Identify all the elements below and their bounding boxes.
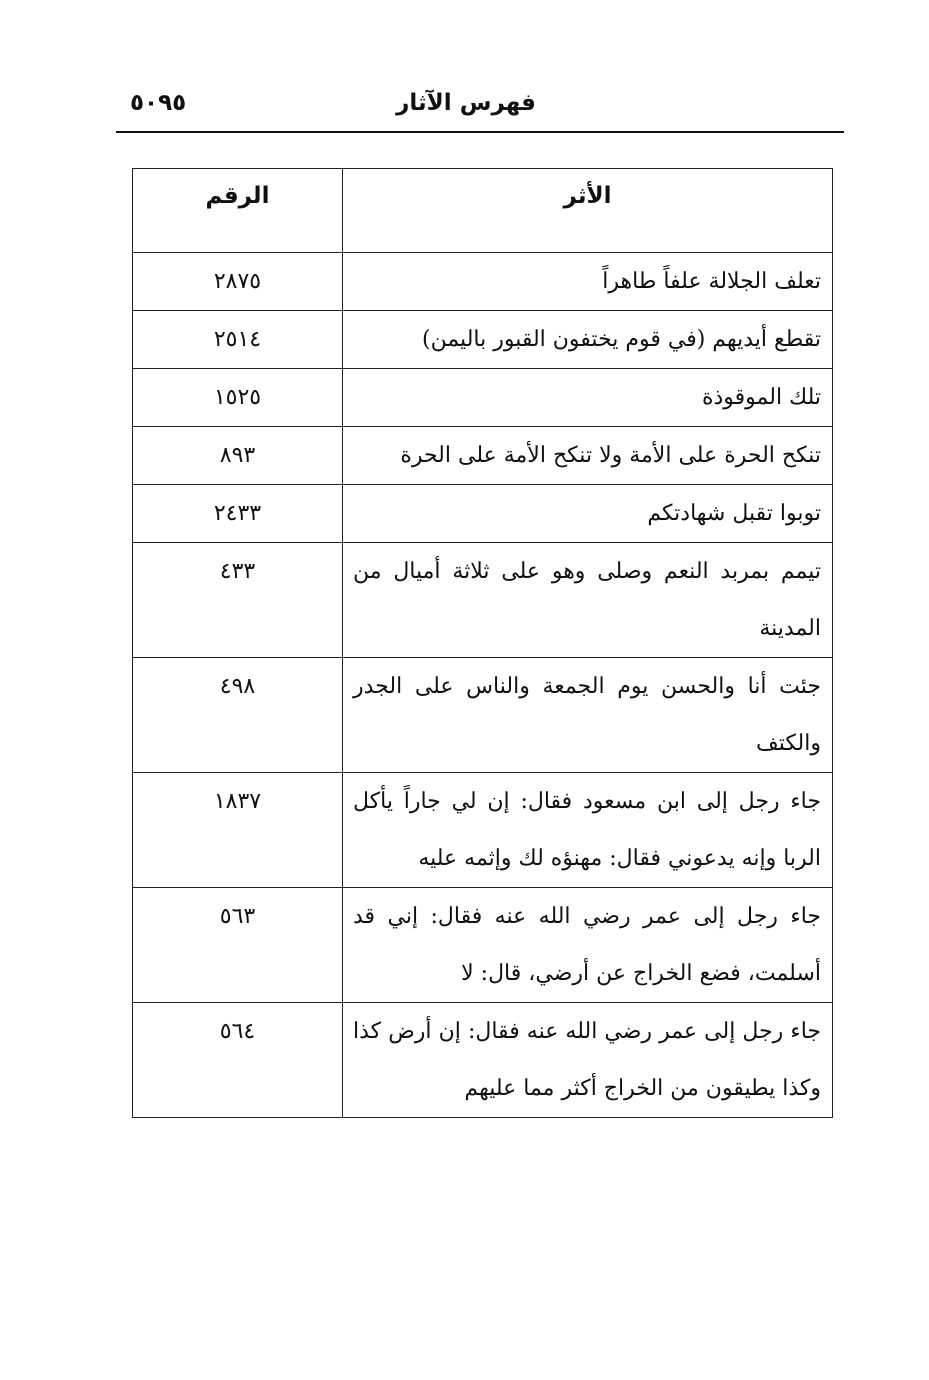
table-row — [133, 311, 833, 369]
athar-number: ١٨٣٧ — [133, 773, 343, 888]
athar-text: تقطع أيديهم (في قوم يختفون القبور باليمن) — [343, 311, 833, 369]
running-head — [130, 88, 844, 132]
table-row — [133, 543, 833, 658]
table-row — [133, 773, 833, 888]
athar-number: ٥٦٣ — [133, 888, 343, 1003]
header-rule — [116, 131, 844, 133]
athar-number: ٢٥١٤ — [133, 311, 343, 369]
table-row — [133, 369, 833, 427]
table-row — [133, 485, 833, 543]
table-row — [133, 888, 833, 1003]
athar-number: ٥٦٤ — [133, 1003, 343, 1118]
table-header-row — [133, 169, 833, 253]
athar-number: ١٥٢٥ — [133, 369, 343, 427]
athar-number: ٢٤٣٣ — [133, 485, 343, 543]
athar-text: تنكح الحرة على الأمة ولا تنكح الأمة على الحرة — [343, 427, 833, 485]
athar-number: ٨٩٣ — [133, 427, 343, 485]
column-header-number: الرقم — [133, 169, 343, 253]
table-row — [133, 658, 833, 773]
athar-text: جئت أنا والحسن يوم الجمعة والناس على الجدر والكتف — [343, 658, 833, 773]
page-number: ٥٠٩٥ — [130, 90, 187, 116]
athar-text: توبوا تقبل شهادتكم — [343, 485, 833, 543]
athar-text: جاء رجل إلى ابن مسعود فقال: إن لي جاراً يأكل الربا وإنه يدعوني فقال: مهنؤه لك وإثمه عليه — [343, 773, 833, 888]
table-row — [133, 427, 833, 485]
athar-text: تلك الموقوذة — [343, 369, 833, 427]
table-row — [133, 253, 833, 311]
athar-text: جاء رجل إلى عمر رضي الله عنه فقال: إن أرض كذا وكذا يطيقون من الخراج أكثر مما عليهم — [343, 1003, 833, 1118]
athar-number: ٤٩٨ — [133, 658, 343, 773]
athar-text: تعلف الجلالة علفاً طاهراً — [343, 253, 833, 311]
athar-number: ٢٨٧٥ — [133, 253, 343, 311]
athar-text: تيمم بمربد النعم وصلى وهو على ثلاثة أميال من المدينة — [343, 543, 833, 658]
table-row — [133, 1003, 833, 1118]
athar-index-table — [132, 168, 833, 1118]
athar-number: ٤٣٣ — [133, 543, 343, 658]
column-header-athar: الأثر — [343, 169, 833, 253]
athar-text: جاء رجل إلى عمر رضي الله عنه فقال: إني قد أسلمت، فضع الخراج عن أرضي، قال: لا — [343, 888, 833, 1003]
page-title: فهرس الآثار — [396, 90, 536, 116]
